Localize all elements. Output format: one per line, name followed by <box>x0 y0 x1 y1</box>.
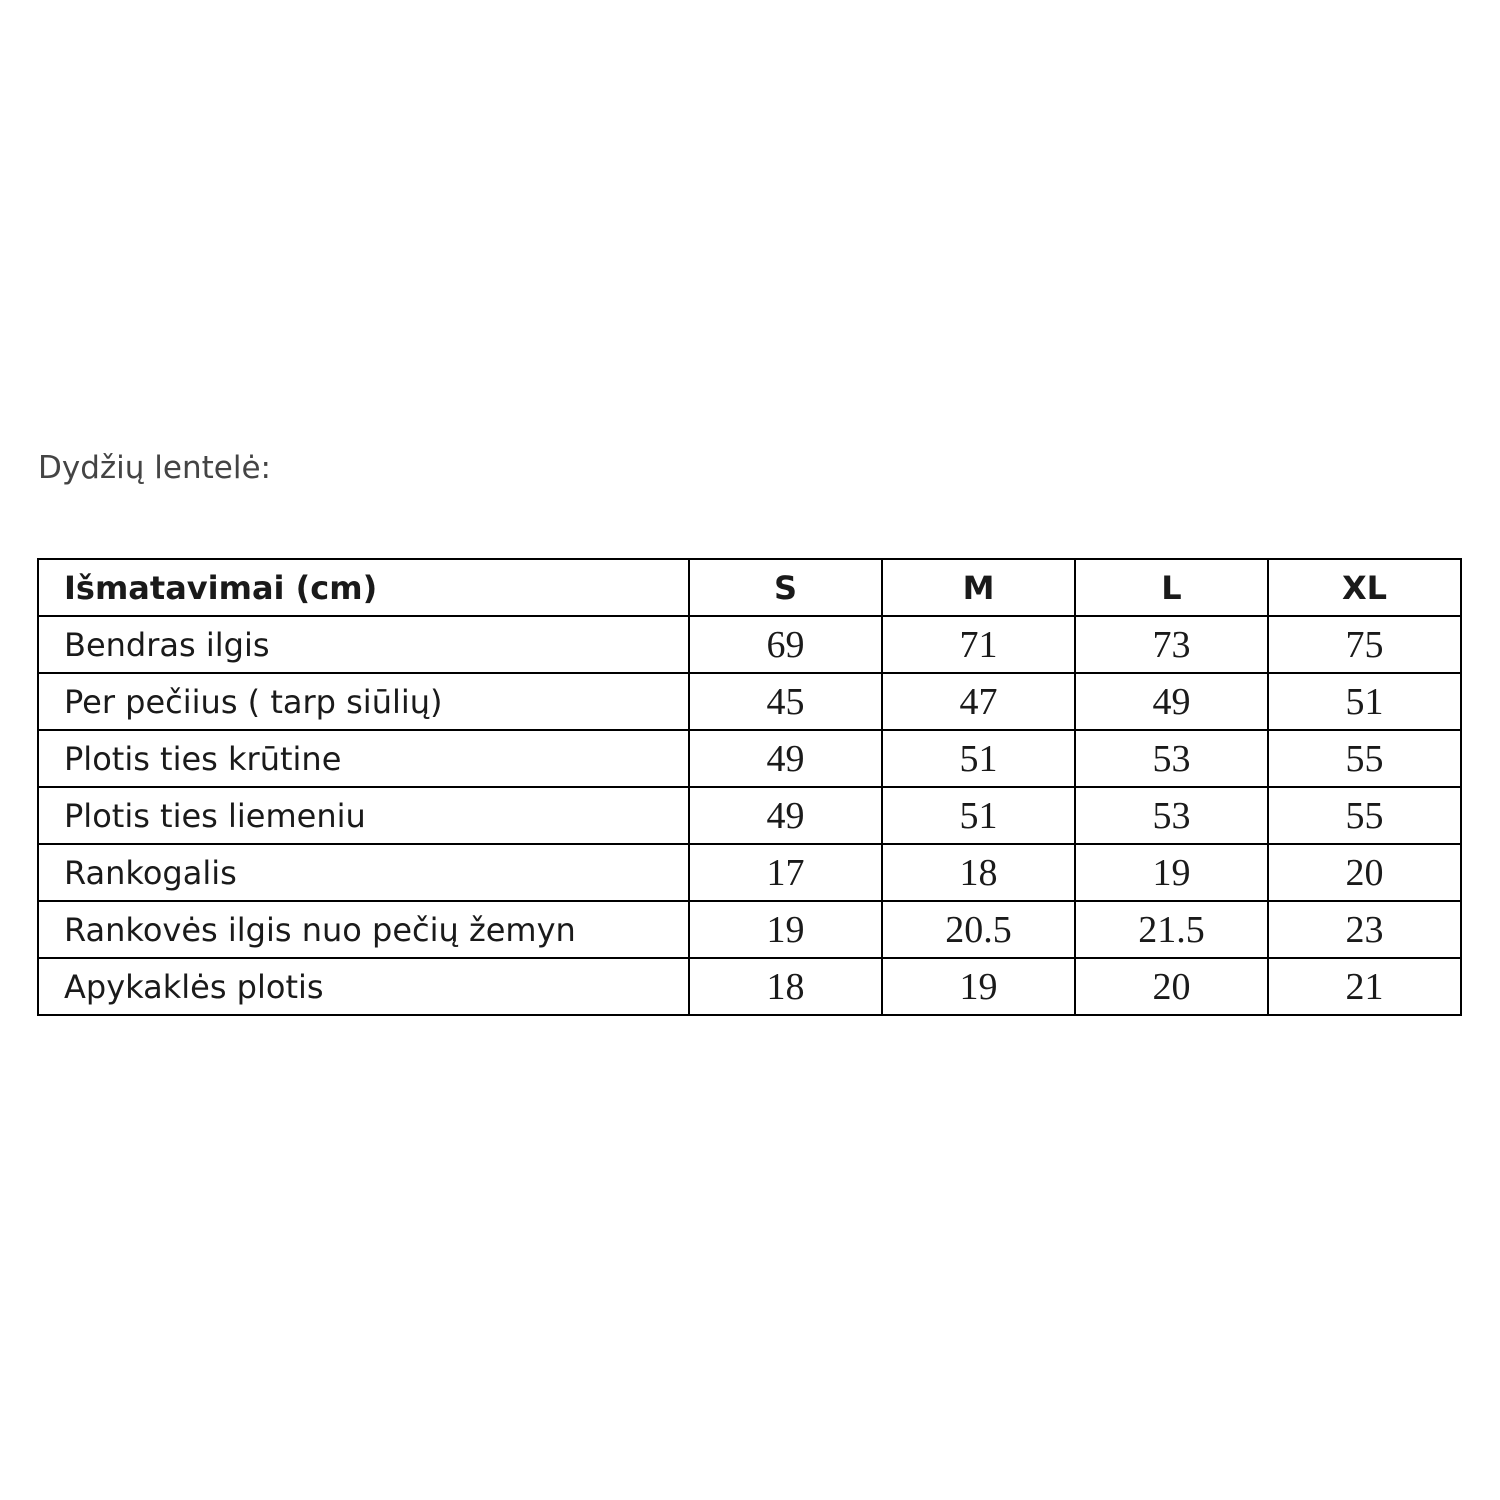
cell-value: 45 <box>689 673 882 730</box>
header-measurements: Išmatavimai (cm) <box>38 559 689 616</box>
table-row <box>38 844 1461 901</box>
size-table <box>37 558 1462 1016</box>
cell-value: 71 <box>882 616 1075 673</box>
cell-value: 20 <box>1268 844 1461 901</box>
table-row <box>38 616 1461 673</box>
row-label: Bendras ilgis <box>38 616 689 673</box>
table-row <box>38 673 1461 730</box>
table-row <box>38 958 1461 1015</box>
size-table-header-row <box>38 559 1461 616</box>
cell-value: 55 <box>1268 787 1461 844</box>
header-size-l: L <box>1075 559 1268 616</box>
cell-value: 51 <box>1268 673 1461 730</box>
table-row <box>38 901 1461 958</box>
cell-value: 49 <box>1075 673 1268 730</box>
row-label: Per pečiius ( tarp siūlių) <box>38 673 689 730</box>
cell-value: 19 <box>1075 844 1268 901</box>
cell-value: 17 <box>689 844 882 901</box>
size-table-caption: Dydžių lentelė: <box>38 450 271 486</box>
table-row <box>38 730 1461 787</box>
cell-value: 21 <box>1268 958 1461 1015</box>
cell-value: 19 <box>882 958 1075 1015</box>
cell-value: 21.5 <box>1075 901 1268 958</box>
cell-value: 53 <box>1075 787 1268 844</box>
cell-value: 18 <box>689 958 882 1015</box>
header-size-s: S <box>689 559 882 616</box>
cell-value: 23 <box>1268 901 1461 958</box>
cell-value: 51 <box>882 730 1075 787</box>
row-label: Rankovės ilgis nuo pečių žemyn <box>38 901 689 958</box>
cell-value: 18 <box>882 844 1075 901</box>
cell-value: 73 <box>1075 616 1268 673</box>
cell-value: 20.5 <box>882 901 1075 958</box>
cell-value: 20 <box>1075 958 1268 1015</box>
cell-value: 19 <box>689 901 882 958</box>
cell-value: 69 <box>689 616 882 673</box>
cell-value: 49 <box>689 787 882 844</box>
row-label: Plotis ties liemeniu <box>38 787 689 844</box>
cell-value: 75 <box>1268 616 1461 673</box>
row-label: Apykaklės plotis <box>38 958 689 1015</box>
header-size-m: M <box>882 559 1075 616</box>
table-row <box>38 787 1461 844</box>
cell-value: 53 <box>1075 730 1268 787</box>
row-label: Rankogalis <box>38 844 689 901</box>
cell-value: 47 <box>882 673 1075 730</box>
cell-value: 51 <box>882 787 1075 844</box>
cell-value: 49 <box>689 730 882 787</box>
row-label: Plotis ties krūtine <box>38 730 689 787</box>
header-size-xl: XL <box>1268 559 1461 616</box>
cell-value: 55 <box>1268 730 1461 787</box>
